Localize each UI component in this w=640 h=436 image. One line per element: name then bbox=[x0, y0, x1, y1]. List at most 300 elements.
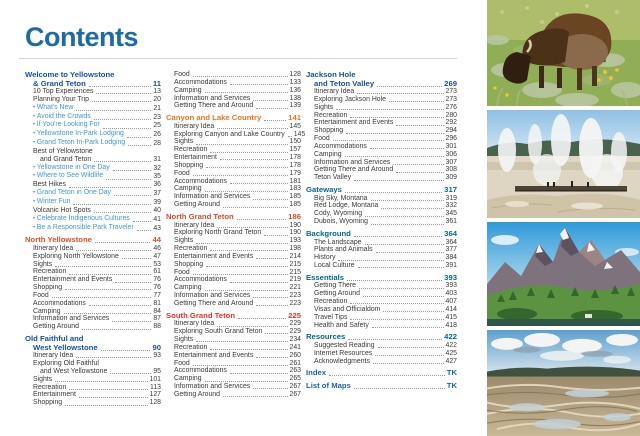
toc-entry-label: West Yellowstone bbox=[33, 342, 98, 352]
toc-entry bbox=[306, 350, 457, 358]
dot-leader bbox=[338, 260, 443, 261]
toc-page-number: 391 bbox=[445, 262, 457, 270]
hot-spring-terrace-photo bbox=[487, 330, 640, 436]
toc-entry-label: Exploring Jackson Hole bbox=[314, 95, 387, 103]
toc-page-number: 267 bbox=[289, 390, 301, 398]
toc-entry-label: North Grand Teton bbox=[166, 212, 234, 221]
toc-section bbox=[25, 71, 161, 88]
toc-entry-label: Resources bbox=[306, 332, 346, 342]
toc-entry bbox=[25, 139, 161, 148]
toc-page-number: TK bbox=[446, 380, 457, 390]
toc-page-number: 190 bbox=[289, 221, 301, 229]
dot-leader bbox=[256, 357, 287, 358]
dot-leader bbox=[237, 219, 286, 220]
toc-page-number: 234 bbox=[289, 335, 301, 343]
toc-entry-label: Camping bbox=[33, 307, 61, 315]
toc-entry bbox=[306, 218, 457, 226]
toc-entry bbox=[25, 292, 161, 300]
dot-leader bbox=[196, 144, 287, 145]
toc-page-number: 23 bbox=[153, 113, 161, 121]
toc-page-number: 138 bbox=[289, 94, 301, 102]
dot-leader bbox=[345, 156, 444, 157]
toc-entry bbox=[166, 375, 301, 383]
toc-entry-label: • What's New bbox=[33, 104, 73, 113]
toc-page-number: 47 bbox=[153, 252, 161, 260]
toc-entry-label: Shopping bbox=[33, 284, 63, 292]
toc-entry-label: Exploring Canyon and Lake Country bbox=[174, 130, 285, 138]
dot-leader bbox=[393, 164, 443, 165]
toc-page-number: 241 bbox=[289, 343, 301, 351]
toc-page-number: 301 bbox=[445, 142, 457, 150]
dot-leader bbox=[206, 167, 287, 168]
dot-leader bbox=[371, 224, 444, 225]
toc-page-number: 128 bbox=[149, 399, 161, 407]
toc-page-number: 37 bbox=[153, 190, 161, 198]
toc-entry-label: Information and Services bbox=[174, 383, 251, 391]
dot-leader bbox=[256, 108, 287, 109]
toc-entry-label: Recreation bbox=[314, 298, 348, 306]
dot-leader bbox=[73, 204, 151, 205]
toc-entry bbox=[25, 253, 161, 261]
terrace-illustration bbox=[487, 330, 640, 436]
toc-entry bbox=[306, 151, 457, 159]
toc-page-number: 25 bbox=[153, 122, 161, 130]
toc-entry bbox=[306, 195, 457, 203]
dot-leader bbox=[217, 227, 287, 228]
toc-entry-label: Entertainment bbox=[33, 391, 76, 399]
toc-entry-label: • Yellowstone In-Park Lodging bbox=[33, 130, 124, 139]
toc-page-number: TK bbox=[446, 368, 457, 378]
toc-page-number: 88 bbox=[153, 323, 161, 331]
toc-entry-label: Exploring North Yellowstone bbox=[33, 252, 119, 260]
toc-page-number: 178 bbox=[289, 154, 301, 162]
toc-entry bbox=[25, 352, 161, 360]
toc-entry-label: Entertainment and Events bbox=[174, 252, 254, 260]
toc-entry-label: Food bbox=[174, 268, 190, 276]
toc-entry bbox=[306, 290, 457, 298]
toc-entry bbox=[25, 164, 161, 173]
toc-entry bbox=[166, 292, 301, 300]
toc-entry-label: • Be a Responsible Park Traveler bbox=[33, 224, 134, 233]
toc-entry bbox=[25, 315, 161, 323]
toc-page-number: 95 bbox=[153, 367, 161, 375]
toc-entry bbox=[166, 71, 301, 79]
dot-leader bbox=[101, 350, 151, 351]
toc-page-number: 193 bbox=[289, 237, 301, 245]
toc-entry bbox=[306, 342, 457, 350]
dot-leader bbox=[354, 180, 443, 181]
toc-entry-label: Getting Around bbox=[33, 323, 79, 331]
dot-leader bbox=[110, 373, 151, 374]
toc-entry bbox=[166, 383, 301, 391]
dot-leader bbox=[350, 319, 443, 320]
toc-page-number: 113 bbox=[150, 383, 161, 391]
toc-page-number: 190 bbox=[289, 229, 301, 237]
toc-page-number: 306 bbox=[445, 150, 457, 158]
toc-entry-label: Food bbox=[314, 135, 330, 143]
toc-entry-label: Canyon and Lake Country bbox=[166, 113, 262, 123]
toc-page-number: 127 bbox=[149, 391, 161, 399]
toc-entry-label: Travel Tips bbox=[314, 313, 348, 321]
toc-entry bbox=[166, 391, 301, 399]
toc-entry-label: Entertainment and Events bbox=[174, 351, 254, 359]
dot-leader bbox=[196, 341, 287, 342]
dot-leader bbox=[76, 250, 151, 251]
toc-page-number: 21 bbox=[153, 104, 161, 112]
dot-leader bbox=[346, 133, 443, 134]
toc-section bbox=[25, 236, 161, 245]
toc-page-number: 267 bbox=[289, 383, 301, 391]
toc-entry-label: Information and Services bbox=[174, 292, 251, 300]
toc-page-number: 319 bbox=[445, 194, 457, 202]
toc-page-number: 128 bbox=[289, 71, 301, 78]
toc-entry-label: Camping bbox=[174, 284, 202, 292]
toc-page-number: 181 bbox=[289, 177, 301, 185]
toc-entry bbox=[306, 127, 457, 135]
toc-entry-label: Sights bbox=[33, 260, 53, 268]
toc-entry bbox=[166, 201, 301, 209]
toc-entry bbox=[25, 261, 161, 269]
toc-entry bbox=[306, 112, 457, 120]
toc-entry-label: Camping bbox=[314, 150, 342, 158]
toc-entry-label: Information and Services bbox=[174, 94, 251, 102]
dot-leader bbox=[238, 318, 286, 319]
title-divider bbox=[19, 58, 457, 59]
toc-page-number: 53 bbox=[153, 260, 161, 268]
toc-entry-label: Shopping bbox=[174, 161, 204, 169]
toc-page-number: 101 bbox=[149, 375, 161, 383]
dot-leader bbox=[264, 120, 286, 121]
toc-entry-label: and Grand Teton bbox=[40, 155, 92, 163]
toc-page-number: 198 bbox=[289, 245, 301, 253]
toc-entry bbox=[166, 344, 301, 352]
toc-entry-label: Best Hikes bbox=[33, 181, 66, 189]
toc-entry-label: • Where to See Wildlife bbox=[33, 172, 103, 181]
toc-page-number: 263 bbox=[289, 367, 301, 375]
toc-entry bbox=[306, 246, 457, 254]
toc-entry-label: Volcanic Hot Spots bbox=[33, 206, 91, 214]
toc-entry-label: Getting Around bbox=[174, 390, 220, 398]
toc-page-number: 309 bbox=[445, 174, 457, 182]
toc-column-1 bbox=[25, 71, 161, 407]
dot-leader bbox=[65, 405, 147, 406]
toc-section bbox=[306, 333, 457, 342]
toc-entry-label: and Teton Valley bbox=[314, 78, 375, 88]
toc-page-number: 133 bbox=[289, 78, 301, 86]
dot-leader bbox=[210, 250, 287, 251]
toc-page-number: 403 bbox=[445, 290, 457, 298]
dot-leader bbox=[55, 381, 147, 382]
toc-page-number: 26 bbox=[153, 131, 161, 139]
toc-page-number: 150 bbox=[289, 138, 301, 146]
dot-leader bbox=[220, 159, 288, 160]
toc-section bbox=[306, 186, 457, 195]
toc-entry-label: Sights bbox=[174, 335, 194, 343]
toc-entry-label: Camping bbox=[174, 86, 202, 94]
toc-entry-label: Getting Around bbox=[174, 201, 220, 209]
dot-leader bbox=[217, 128, 287, 129]
toc-entry bbox=[166, 245, 301, 253]
dot-leader bbox=[94, 119, 152, 120]
toc-page-number: 76 bbox=[153, 276, 161, 284]
toc-section bbox=[166, 312, 301, 321]
toc-entry-label: Recreation bbox=[33, 383, 67, 391]
toc-entry bbox=[306, 254, 457, 262]
toc-entry bbox=[306, 306, 457, 314]
toc-entry bbox=[306, 143, 457, 151]
dot-leader bbox=[52, 297, 152, 298]
toc-entry-label: Old Faithful and bbox=[25, 334, 84, 344]
toc-page-number: 215 bbox=[289, 268, 301, 276]
toc-entry bbox=[166, 284, 301, 292]
toc-entry-label: Food bbox=[174, 359, 190, 367]
toc-entry-label: Camping bbox=[174, 375, 202, 383]
dot-leader bbox=[205, 290, 288, 291]
toc-entry-label: Getting There and Around bbox=[314, 166, 394, 174]
toc-entry bbox=[25, 391, 161, 399]
dot-leader bbox=[193, 365, 288, 366]
toc-entry bbox=[25, 376, 161, 384]
dot-leader bbox=[381, 208, 443, 209]
toc-page-number: 35 bbox=[153, 173, 161, 181]
dot-leader bbox=[376, 252, 444, 253]
toc-column-2 bbox=[166, 71, 306, 399]
toc-page-number: 31 bbox=[153, 155, 161, 163]
toc-entry bbox=[25, 121, 161, 130]
dot-leader bbox=[69, 187, 151, 188]
toc-section bbox=[166, 114, 301, 123]
toc-entry bbox=[306, 210, 457, 218]
toc-entry-label: Getting Around bbox=[314, 290, 360, 298]
dot-leader bbox=[223, 396, 288, 397]
dot-leader bbox=[253, 199, 287, 200]
toc-page-number: 425 bbox=[445, 349, 457, 357]
toc-entry bbox=[306, 96, 457, 104]
dot-leader bbox=[113, 170, 152, 171]
toc-entry-label: Food bbox=[174, 71, 190, 78]
toc-entry-label: • Avoid the Crowds bbox=[33, 113, 91, 122]
toc-page-number: 61 bbox=[153, 268, 161, 276]
dot-leader bbox=[378, 347, 444, 348]
toc-entry bbox=[166, 193, 301, 201]
dot-leader bbox=[354, 236, 442, 237]
mountain-illustration bbox=[487, 222, 640, 326]
geyser-illustration bbox=[487, 110, 640, 218]
toc-entry bbox=[25, 189, 161, 198]
toc-entry bbox=[25, 207, 161, 215]
dot-leader bbox=[370, 148, 444, 149]
dot-leader bbox=[230, 84, 288, 85]
toc-entry-label: Food bbox=[33, 291, 49, 299]
toc-entry bbox=[166, 146, 301, 154]
dot-leader bbox=[92, 101, 151, 102]
toc-entry-label: and West Yellowstone bbox=[40, 367, 108, 375]
toc-entry-label: Getting There bbox=[314, 282, 357, 290]
toc-page-number: 43 bbox=[153, 224, 161, 232]
toc-entry bbox=[25, 96, 161, 104]
dot-leader bbox=[94, 212, 151, 213]
toc-entry bbox=[25, 224, 161, 233]
toc-page-number: 77 bbox=[153, 291, 161, 299]
toc-entry bbox=[25, 198, 161, 207]
toc-page-number: 280 bbox=[445, 111, 457, 119]
toc-entry-label: Itinerary Idea bbox=[174, 122, 215, 130]
toc-entry bbox=[306, 262, 457, 270]
toc-page-number: 145 bbox=[293, 130, 306, 138]
toc-page-number: 185 bbox=[289, 193, 301, 201]
toc-page-number: 28 bbox=[153, 140, 161, 148]
dot-leader bbox=[347, 280, 442, 281]
toc-entry bbox=[306, 166, 457, 174]
toc-page-number: 261 bbox=[289, 359, 301, 367]
toc-entry-label: Accommodations bbox=[174, 367, 227, 375]
toc-entry-label: Information and Services bbox=[33, 315, 110, 323]
toc-entry-label: Information and Services bbox=[314, 158, 391, 166]
dot-leader bbox=[55, 266, 151, 267]
toc-entry bbox=[25, 181, 161, 189]
dot-leader bbox=[288, 136, 292, 137]
dot-leader bbox=[365, 216, 443, 217]
toc-page-number: 87 bbox=[153, 315, 161, 323]
dot-leader bbox=[354, 388, 445, 389]
dot-leader bbox=[82, 329, 151, 330]
teton-peaks-photo bbox=[487, 222, 640, 326]
toc-section bbox=[25, 335, 161, 352]
dot-leader bbox=[253, 297, 287, 298]
toc-entry bbox=[166, 261, 301, 269]
toc-entry-label: South Grand Teton bbox=[166, 310, 236, 320]
toc-entry-label: Gateways bbox=[306, 185, 342, 195]
toc-page-number: 183 bbox=[289, 185, 301, 193]
toc-page-number: 214 bbox=[289, 252, 301, 260]
dot-leader bbox=[106, 179, 151, 180]
dot-leader bbox=[64, 313, 152, 314]
toc-entry bbox=[166, 336, 301, 344]
toc-entry-label: Shopping bbox=[33, 399, 63, 407]
dot-leader bbox=[265, 333, 287, 334]
dot-leader bbox=[114, 195, 151, 196]
toc-entry-label: Food bbox=[174, 169, 190, 177]
toc-entry bbox=[166, 320, 301, 328]
dot-leader bbox=[210, 349, 287, 350]
dot-leader bbox=[76, 357, 151, 358]
toc-page-number: 185 bbox=[289, 201, 301, 209]
toc-page-number: 32 bbox=[153, 164, 161, 172]
toc-page-number: 265 bbox=[289, 375, 301, 383]
toc-entry bbox=[166, 367, 301, 375]
toc-page-number: 229 bbox=[289, 320, 301, 328]
toc-page-number: 40 bbox=[153, 206, 161, 214]
toc-page-number: 145 bbox=[289, 122, 301, 130]
dot-leader bbox=[65, 289, 151, 290]
toc-page-number: 81 bbox=[153, 299, 161, 307]
toc-entry bbox=[166, 352, 301, 360]
dot-leader bbox=[89, 86, 151, 87]
toc-entry bbox=[306, 174, 457, 182]
dot-leader bbox=[133, 221, 151, 222]
dot-leader bbox=[89, 305, 151, 306]
toc-section bbox=[306, 274, 457, 283]
toc-page-number: 136 bbox=[289, 86, 301, 94]
toc-page-number: 215 bbox=[289, 260, 301, 268]
toc-entry bbox=[306, 298, 457, 306]
toc-page-number: 294 bbox=[445, 127, 457, 135]
dot-leader bbox=[371, 200, 444, 201]
toc-entry bbox=[25, 104, 161, 113]
dot-leader bbox=[345, 192, 442, 193]
toc-entry-label: • Celebrate Indigenous Cultures bbox=[33, 215, 130, 224]
toc-entry-label: Accommodations bbox=[174, 177, 227, 185]
toc-entry-label: Accommodations bbox=[174, 78, 227, 86]
toc-page-number: 332 bbox=[445, 202, 457, 210]
toc-page-number: 260 bbox=[289, 351, 301, 359]
dot-leader bbox=[79, 397, 148, 398]
dot-leader bbox=[253, 100, 287, 101]
dot-leader bbox=[350, 303, 443, 304]
toc-entry-label: Sights bbox=[314, 103, 334, 111]
toc-entry bbox=[166, 95, 301, 103]
dot-leader bbox=[69, 274, 151, 275]
dot-leader bbox=[217, 326, 287, 327]
toc-entry-label: Sights bbox=[33, 375, 53, 383]
toc-entry-label: Best of Yellowstone bbox=[33, 147, 93, 155]
dot-leader bbox=[375, 355, 443, 356]
toc-entry bbox=[25, 323, 161, 331]
toc-page-number: 384 bbox=[445, 254, 457, 262]
toc-section bbox=[166, 213, 301, 222]
toc-entry-label: Getting There and Around bbox=[174, 102, 254, 110]
dot-leader bbox=[205, 92, 288, 93]
toc-page-number: 44 bbox=[152, 235, 161, 245]
toc-section bbox=[306, 71, 457, 88]
toc-entry bbox=[25, 113, 161, 122]
toc-entry-label: Visas and Officialdom bbox=[314, 305, 381, 313]
toc-entry bbox=[166, 79, 301, 87]
dot-leader bbox=[122, 258, 152, 259]
toc-entry bbox=[306, 88, 457, 96]
toc-page-number: 414 bbox=[445, 305, 457, 313]
toc-page-number: 141 bbox=[288, 113, 301, 123]
toc-entry-label: Shopping bbox=[174, 260, 204, 268]
toc-entry bbox=[166, 130, 306, 139]
toc-entry bbox=[166, 123, 301, 131]
toc-page-number: 36 bbox=[153, 181, 161, 189]
dot-leader bbox=[193, 76, 288, 77]
toc-entry-label: • If You're Looking For bbox=[33, 121, 100, 130]
toc-entry bbox=[25, 245, 161, 253]
toc-entry bbox=[25, 300, 161, 308]
dot-leader bbox=[127, 137, 151, 138]
toc-page-number: 422 bbox=[445, 341, 457, 349]
dot-leader bbox=[350, 117, 443, 118]
dot-leader bbox=[128, 145, 151, 146]
dot-leader bbox=[336, 109, 443, 110]
dot-leader bbox=[196, 243, 287, 244]
toc-entry-label: 10 Top Experiences bbox=[33, 88, 94, 95]
toc-entry-label: Welcome to Yellowstone bbox=[25, 70, 115, 79]
dot-leader bbox=[396, 172, 443, 173]
toc-page-number: 179 bbox=[289, 169, 301, 177]
toc-entry bbox=[25, 268, 161, 276]
toc-page-number: 223 bbox=[289, 299, 301, 307]
toc-page-number: 11 bbox=[152, 78, 161, 88]
toc-page-number: 221 bbox=[289, 284, 301, 292]
toc-page-number: 90 bbox=[152, 342, 161, 352]
toc-entry bbox=[166, 87, 301, 95]
toc-entry bbox=[306, 239, 457, 247]
toc-page-number: 139 bbox=[289, 102, 301, 110]
toc-page-number: 46 bbox=[153, 244, 161, 252]
